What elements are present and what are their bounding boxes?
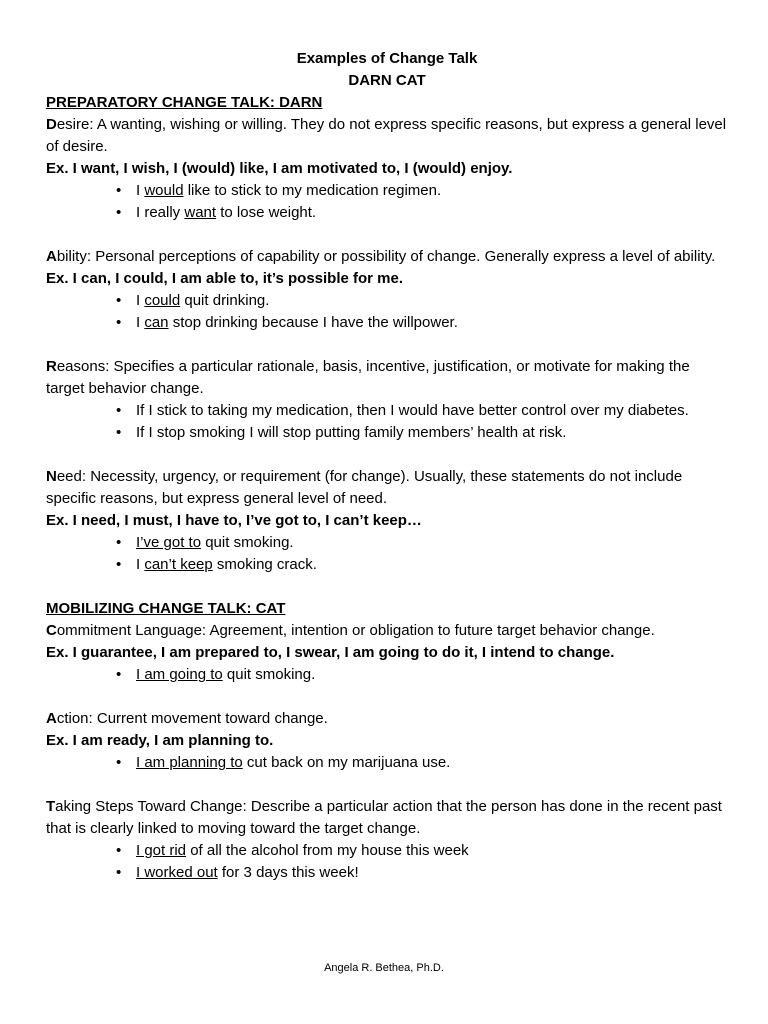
reasons-letter: R [46,358,57,375]
taking-steps-term: aking Steps Toward Change: [55,798,247,815]
item-text: I really [136,204,185,221]
spacer [46,444,728,466]
need-examples: Ex. I need, I must, I have to, I’ve got to, I can’t keep… [46,512,422,529]
taking-steps-letter: T [46,798,56,815]
bullet-icon: • [116,402,122,419]
item-underlined: could [144,292,181,309]
author-footer: Angela R. Bethea, Ph.D. [324,962,444,974]
taking-steps-text: Describe a particular action that the person has done in the recent past that is clearly linked to moving toward the target change. [46,798,722,837]
item-underlined: I worked out [136,864,218,881]
spacer [46,224,728,246]
item-underlined: I am going to [136,666,223,683]
need-term: eed: [56,468,87,485]
item-text: of all the alcohol from my house this week [186,842,469,859]
preparatory-heading: PREPARATORY CHANGE TALK: DARN [46,94,323,111]
list-item [46,422,728,444]
ability-definition [46,246,728,268]
bullet-icon: • [116,666,122,683]
item-text: quit smoking. [201,534,294,551]
commitment-definition [46,620,728,642]
spacer [46,576,728,598]
item-text: to lose weight. [216,204,317,221]
need-definition [46,466,728,510]
ability-examples: Ex. I can, I could, I am able to, it’s possible for me. [46,270,404,287]
item-text: I [136,314,145,331]
item-underlined: I am planning to [136,754,243,771]
item-text: I [136,182,145,199]
reasons-term: easons: [56,358,110,375]
item-text: If I stop smoking I will stop putting family members’ health at risk. [136,424,567,441]
commitment-list [46,664,728,686]
item-underlined: want [184,204,217,221]
list-item [46,400,728,422]
bullet-icon: • [116,534,122,551]
list-item [46,532,728,554]
item-underlined: I’ve got to [136,534,202,551]
bullet-icon: • [116,292,122,309]
commitment-examples: Ex. I guarantee, I am prepared to, I swear, I am going to do it, I intend to change. [46,644,615,661]
action-examples: Ex. I am ready, I am planning to. [46,732,274,749]
list-item [46,180,728,202]
item-underlined: can [144,314,169,331]
item-text: smoking crack. [212,556,317,573]
list-item [46,752,728,774]
commitment-letter: C [46,622,57,639]
desire-letter: D [46,116,57,133]
item-text: quit smoking. [222,666,316,683]
action-text: Current movement toward change. [92,710,328,727]
item-text: I [136,292,145,309]
ability-list [46,290,728,334]
ability-letter: A [46,248,57,265]
item-underlined: can’t keep [144,556,213,573]
bullet-icon: • [116,182,122,199]
bullet-icon: • [116,864,122,881]
commitment-term: ommitment Language: [56,622,207,639]
list-item [46,290,728,312]
item-underlined: I got rid [136,842,187,859]
desire-text: A wanting, wishing or willing. They do not express specific reasons, but express a general level of desire. [46,116,727,155]
desire-list [46,180,728,224]
item-text: cut back on my marijuana use. [242,754,451,771]
action-letter: A [46,710,57,727]
taking-steps-definition [46,796,728,840]
bullet-icon: • [116,424,122,441]
bullet-icon: • [116,556,122,573]
mobilizing-heading: MOBILIZING CHANGE TALK: CAT [46,600,286,617]
item-text: stop drinking because I have the willpower. [168,314,458,331]
action-definition [46,708,728,730]
action-term: ction: [56,710,93,727]
commitment-text: Agreement, intention or obligation to future target behavior change. [206,622,655,639]
action-list [46,752,728,774]
reasons-text: Specifies a particular rationale, basis, incentive, justification, or motivate for making the target behavior change. [46,358,690,397]
item-text: for 3 days this week! [217,864,359,881]
list-item [46,554,728,576]
list-item [46,840,728,862]
spacer [46,686,728,708]
reasons-definition [46,356,728,400]
ability-text: Personal perceptions of capability or possibility of change. Generally express a level of ability. [91,248,716,265]
list-item [46,862,728,884]
document-subtitle: DARN CAT [348,72,426,89]
desire-examples: Ex. I want, I wish, I (would) like, I am motivated to, I (would) enjoy. [46,160,513,177]
desire-definition [46,114,728,158]
spacer [46,334,728,356]
item-text: quit drinking. [180,292,270,309]
bullet-icon: • [116,314,122,331]
desire-term: esire: [56,116,94,133]
document-title: Examples of Change Talk [296,50,478,67]
bullet-icon: • [116,754,122,771]
item-underlined: would [144,182,184,199]
need-text: Necessity, urgency, or requirement (for change). Usually, these statements do not include specific reasons, but express general level of need. [46,468,683,507]
need-letter: N [46,468,57,485]
spacer [46,774,728,796]
reasons-list [46,400,728,444]
taking-steps-list [46,840,728,884]
need-list [46,532,728,576]
item-text: If I stick to taking my medication, then I would have better control over my diabetes. [136,402,689,419]
item-text: like to stick to my medication regimen. [183,182,442,199]
list-item [46,312,728,334]
bullet-icon: • [116,204,122,221]
item-text: I [136,556,145,573]
list-item [46,664,728,686]
ability-term: bility: [56,248,92,265]
bullet-icon: • [116,842,122,859]
list-item [46,202,728,224]
